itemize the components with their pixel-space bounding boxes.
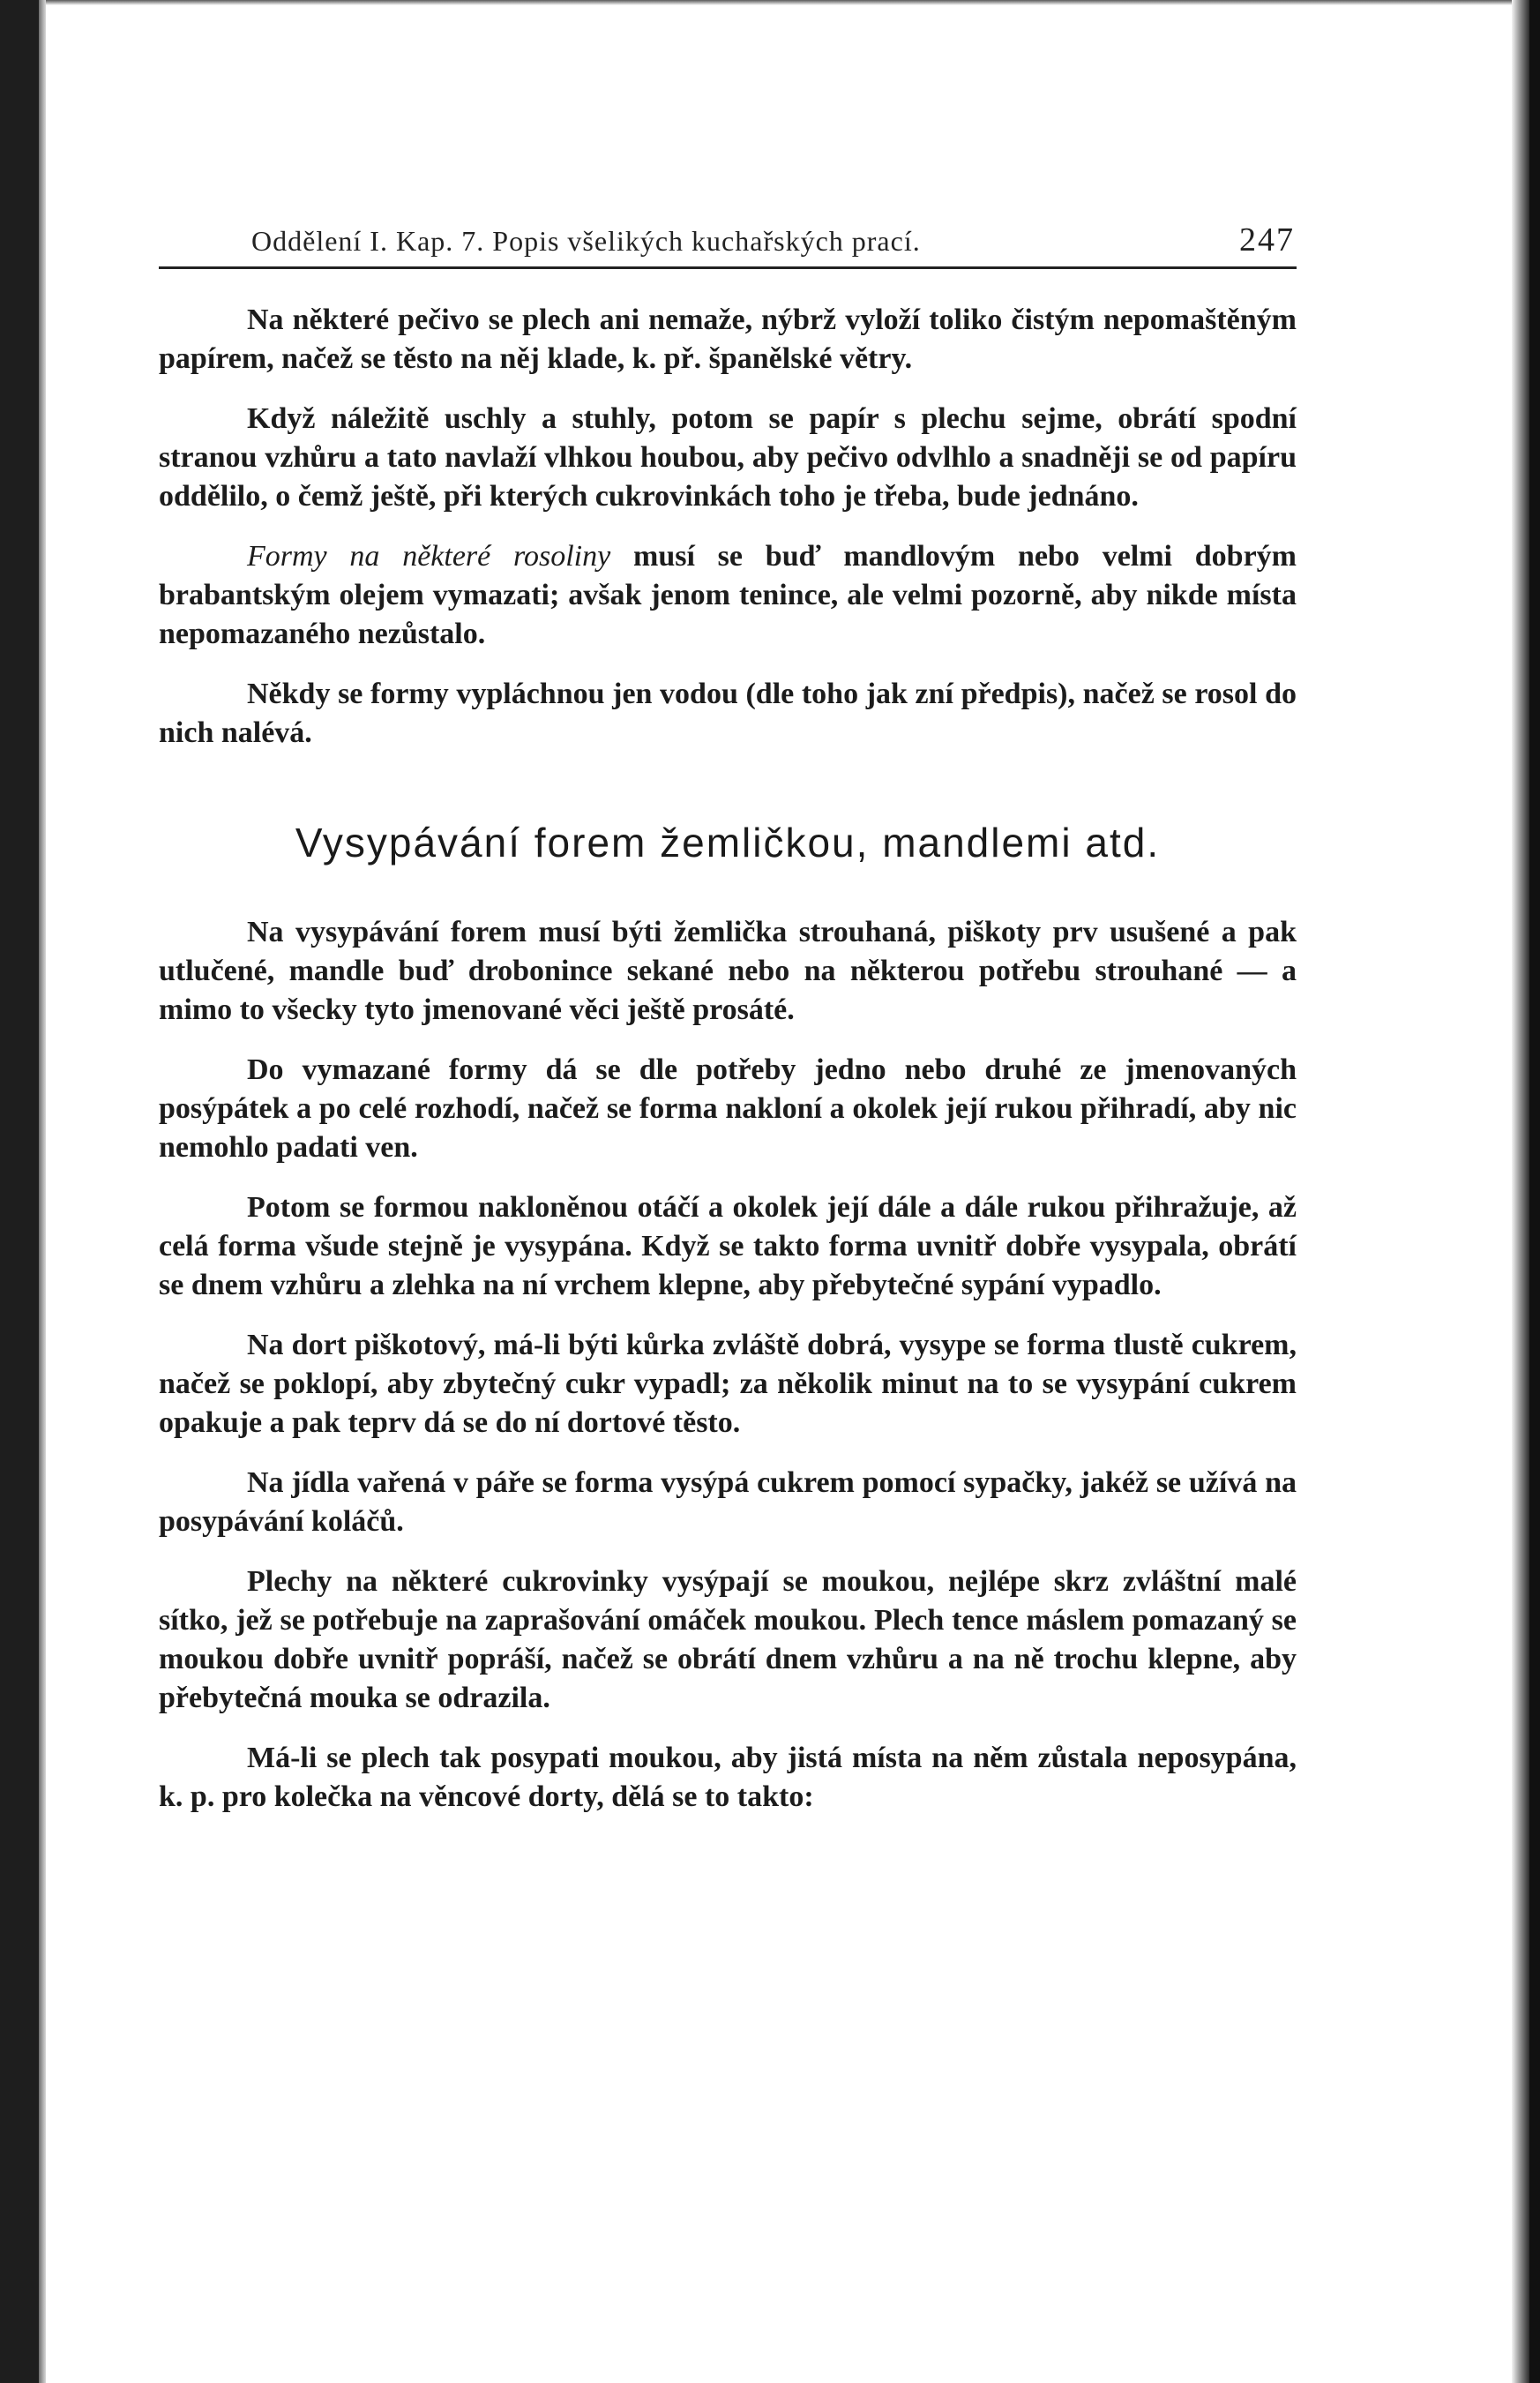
scan-edge-right-shadow [1512,0,1529,2383]
paragraph [159,400,1297,516]
paragraph-text: Když náležitě uschly a stuhly, potom se papír s plechu sejme, obrátí spodní stranou vzhůru a tato navlaží vlhkou houbou, aby pečivo odvlhlo a snadněji se od papíru oddělilo, o čemž ještě, při kterých cukrovinkách toho je třeba, bude jednáno. [159,402,1297,513]
paragraph-text: Má-li se plech tak posypati moukou, aby jistá místa na něm zůstala neposypána, k. p. pro kolečka na věncové dorty, dělá se to takto: [159,1742,1297,1813]
paragraph-text: Na jídla vařená v páře se forma vysýpá cukrem pomocí sypačky, jakéž se užívá na posypávání koláčů. [159,1466,1297,1538]
running-title: Oddělení I. Kap. 7. Popis všelikých kuchařských prací. [251,225,921,257]
scan-edge-top [46,0,1512,5]
paragraph-text: Někdy se formy vypláchnou jen vodou (dle toho jak zní předpis), načež se rosol do nich nalévá. [159,678,1297,749]
paragraph-lead-italic: Formy na některé rosoliny [247,540,611,573]
paragraph [159,1051,1297,1167]
running-head [159,221,1297,269]
paragraph-text: Na některé pečivo se plech ani nemaže, nýbrž vyloží toliko čistým nepomaštěným papírem, načež se těsto na něj klade, k. př. španělské větry. [159,303,1297,375]
scan-edge-left-shadow [39,0,46,2383]
paragraph [159,301,1297,378]
body-text [159,301,1297,1817]
paragraph [159,675,1297,753]
paragraph [159,1326,1297,1443]
paragraph [159,537,1297,654]
paragraph-text: Plechy na některé cukrovinky vysýpají se moukou, nejlépe skrz zvláštní malé sítko, jež se potřebuje na zaprašování omáček moukou. Plech tence máslem pomazaný se moukou dobře uvnitř popráší, načež se obrátí dnem vzhůru a na ně trochu klepne, aby přebytečná mouka se odrazila. [159,1565,1297,1714]
paragraph-text: Na dort piškotový, má-li býti kůrka zvláště dobrá, vysype se forma tlustě cukrem, načež se poklopí, aby zbytečný cukr vypadl; za několik minut na to se vysypání cukrem opakuje a pak teprv dá se do ní dortové těsto. [159,1329,1297,1439]
paragraph [159,1739,1297,1817]
paragraph-text: musí se buď mandlovým nebo velmi dobrým brabantským olejem vymazati; avšak jenom tenince, ale velmi pozorně, aby nikde místa nepomazaného nezůstalo. [159,540,1297,650]
paragraph-text: Na vysypávání forem musí býti žemlička strouhaná, piškoty prv usušené a pak utlučené, mandle buď drobonince sekané nebo na některou potřebu strouhané — a mimo to všecky tyto jmenované věci ještě prosáté. [159,916,1297,1026]
book-page [159,221,1297,1838]
scan-edge-right [1529,0,1540,2383]
paragraph [159,913,1297,1030]
paragraph [159,1464,1297,1541]
paragraph [159,1188,1297,1305]
paragraph-text: Do vymazané formy dá se dle potřeby jedno nebo druhé ze jmenovaných posýpátek a po celé rozhodí, načež se forma nakloní a okolek její rukou přihradí, aby nic nemohlo padati ven. [159,1053,1297,1164]
paragraph [159,1562,1297,1718]
scan-edge-left [0,0,39,2383]
page-number: 247 [1239,221,1295,259]
paragraph-text: Potom se formou nakloněnou otáčí a okolek její dále a dále rukou přihražuje, až celá forma všude stejně je vysypána. Když se takto forma uvnitř dobře vysypala, obrátí se dnem vzhůru a zlehka na ní vrchem klepne, aby přebytečné sypání vypadlo. [159,1191,1297,1301]
section-heading: Vysypávání forem žemličkou, mandlemi atd. [295,820,1161,866]
